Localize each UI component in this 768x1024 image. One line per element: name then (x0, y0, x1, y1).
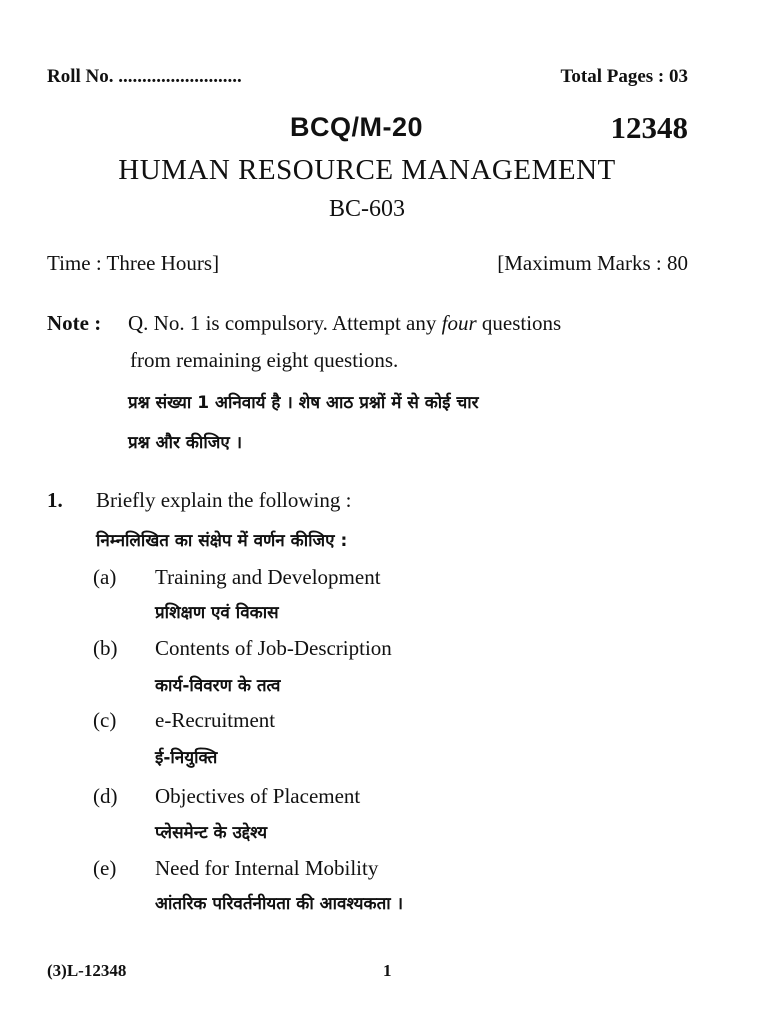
total-pages: Total Pages : 03 (560, 66, 688, 87)
note-line-1-post: questions (476, 311, 562, 335)
item-hindi: ई-नियुक्ति (155, 748, 218, 768)
note-line-1-emphasis: four (441, 311, 477, 335)
paper-code: BCQ/M-20 (290, 112, 424, 142)
item-label: (b) (93, 636, 118, 660)
note-line-1 (128, 311, 561, 336)
item-hindi: कार्य-विवरण के तत्व (155, 676, 281, 696)
item-text: Training and Development (155, 565, 381, 589)
note-line-1-pre: Q. No. 1 is compulsory. Attempt any (128, 311, 442, 335)
item-hindi: आंतरिक परिवर्तनीयता की आवश्यकता । (155, 894, 404, 914)
roll-number: Roll No. .......................... (47, 66, 242, 87)
maximum-marks: [Maximum Marks : 80 (497, 251, 688, 275)
item-label: (d) (93, 784, 118, 808)
course-code: BC-603 (328, 196, 405, 222)
note-hindi-line-2: प्रश्न और कीजिए । (128, 433, 243, 453)
paper-number: 12348 (610, 110, 688, 145)
note-label: Note : (47, 311, 102, 335)
item-label: (a) (93, 565, 117, 589)
item-text: Need for Internal Mobility (155, 856, 379, 880)
item-text: Contents of Job-Description (155, 636, 392, 660)
item-hindi: प्लेसमेन्ट के उद्देश्य (155, 823, 268, 843)
question-prompt-hindi: निम्नलिखित का संक्षेप में वर्णन कीजिए : (96, 531, 348, 551)
page-number: 1 (383, 961, 392, 980)
item-label: (c) (93, 708, 117, 732)
item-text: Objectives of Placement (155, 784, 361, 808)
item-label: (e) (93, 856, 117, 880)
note-line-2: from remaining eight questions. (130, 348, 399, 372)
subject-title: HUMAN RESOURCE MANAGEMENT (118, 154, 616, 186)
item-text: e-Recruitment (155, 708, 276, 732)
question-number: 1. (47, 488, 63, 512)
footer-code: (3)L-12348 (47, 961, 127, 980)
note-hindi-line-1: प्रश्न संख्या 1 अनिवार्य है । शेष आठ प्रश्नों में से कोई चार (128, 393, 479, 413)
item-hindi: प्रशिक्षण एवं विकास (155, 603, 279, 623)
time-allowed: Time : Three Hours] (47, 251, 220, 275)
question-prompt: Briefly explain the following : (96, 488, 352, 512)
